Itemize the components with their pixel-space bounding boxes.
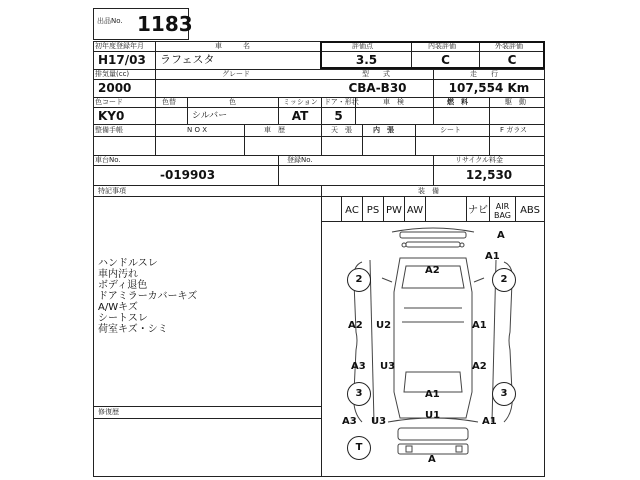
- hline: [93, 196, 545, 197]
- maintenance-label: 整備手帳: [95, 126, 123, 134]
- lot-number: 1183: [137, 12, 193, 36]
- damage-left-rear-bumper-2: U3: [371, 416, 387, 427]
- reg-no-label: 登録No.: [287, 156, 313, 164]
- color-label: 色: [229, 98, 236, 106]
- remark-item: ハンドルスレ: [98, 258, 158, 269]
- damage-bottom: A: [428, 454, 436, 465]
- fuel-label: 燃 料: [447, 98, 468, 106]
- mileage-value: 107,554 Km: [448, 81, 530, 95]
- equip-airbag: AIR BAG: [493, 202, 512, 220]
- doors-value: 5: [334, 109, 343, 123]
- history-label: 車 歴: [264, 126, 285, 134]
- vline: [155, 41, 156, 69]
- score-label: 評価点: [352, 42, 373, 50]
- remark-item: 車内汚れ: [98, 269, 138, 280]
- equip-aw: AW: [406, 205, 424, 216]
- score-value: 3.5: [355, 53, 378, 67]
- equip-navi: ナビ: [468, 205, 488, 216]
- damage-hood: A2: [425, 265, 440, 276]
- transmission-value: AT: [291, 109, 309, 123]
- damage-right-rear-bumper: A1: [482, 416, 497, 427]
- hline: [93, 97, 545, 98]
- hline: [93, 185, 545, 186]
- color-code-label: 色コード: [95, 98, 123, 106]
- nox-label: N O X: [187, 126, 207, 134]
- exterior-label: 外装評価: [495, 42, 523, 50]
- damage-left-rear-bumper: A3: [342, 416, 357, 427]
- hline: [93, 165, 545, 166]
- vline: [244, 124, 245, 155]
- wheel-rear-right: 3: [492, 382, 516, 406]
- damage-right-rear-door: A2: [472, 361, 487, 372]
- color-sys-label: 色替: [162, 98, 176, 106]
- remark-item: ドアミラーカバーキズ: [98, 291, 198, 302]
- first-reg-label: 初年度登録年月: [95, 42, 144, 50]
- repair-label: 修復歴: [98, 408, 119, 416]
- mileage-label: 走 行: [470, 70, 498, 78]
- displacement-value: 2000: [98, 81, 132, 95]
- model-value: CBA-B30: [348, 81, 407, 95]
- color-value: シルバー: [192, 111, 228, 121]
- hline: [93, 406, 321, 407]
- model-label: 型 式: [362, 70, 390, 78]
- remarks-label: 特記事項: [98, 187, 126, 195]
- vline: [321, 124, 322, 155]
- damage-left-rear-door: A3: [351, 361, 366, 372]
- equip-abs: ABS: [520, 205, 540, 216]
- door-shape-label: ドア・形状: [324, 98, 359, 106]
- exterior-value: C: [507, 53, 517, 67]
- vline: [415, 124, 416, 155]
- vline: [489, 124, 490, 155]
- equip-blank: [426, 201, 466, 221]
- wheel-front-left: 2: [347, 268, 371, 292]
- remark-item: 荷室キズ・シミ: [98, 324, 168, 335]
- equip-ac: AC: [345, 205, 359, 216]
- car-name-value: ラフェスタ: [160, 53, 215, 66]
- damage-left-front-door: U2: [376, 320, 392, 331]
- damage-left-fender: A2: [348, 320, 363, 331]
- vline: [362, 124, 363, 155]
- recycle-label: リサイクル料金: [455, 156, 504, 164]
- recycle-fee-value: 12,530: [465, 168, 513, 182]
- seat-label: シート: [440, 126, 461, 134]
- vline: [155, 124, 156, 155]
- sunroof-label: 天 張: [331, 126, 352, 134]
- grade-label: グレード: [222, 70, 250, 78]
- lot-label: 出品No.: [97, 17, 123, 25]
- remark-item: シートスレ: [98, 313, 148, 324]
- color-code-value: KY0: [98, 109, 125, 123]
- wheel-rear-left: 3: [347, 382, 371, 406]
- wheel-front-right: 2: [492, 268, 516, 292]
- remark-item: ボディ退色: [98, 280, 148, 291]
- vline: [433, 97, 434, 124]
- damage-right-front-door: A1: [472, 320, 487, 331]
- hline: [93, 79, 545, 80]
- equip-ps: PS: [366, 205, 380, 216]
- vline: [489, 97, 490, 124]
- interior-trim-label: 内 張: [373, 126, 394, 134]
- inspection-label: 車 検: [383, 98, 404, 106]
- damage-rear-panel: U1: [425, 410, 441, 421]
- damage-left-rear-door-2: U3: [380, 361, 396, 372]
- hline: [93, 136, 545, 137]
- chassis-no-value: -019903: [160, 168, 216, 182]
- hline: [93, 107, 545, 108]
- car-name-label: 車 名: [215, 42, 250, 50]
- vline: [155, 69, 156, 97]
- glass-label: F ガラス: [500, 126, 528, 134]
- vline: [187, 97, 188, 124]
- interior-label: 内装評価: [428, 42, 456, 50]
- spare-tire: T: [347, 436, 371, 460]
- transmission-label: ミッション: [283, 98, 318, 106]
- equip-pw: PW: [386, 205, 402, 216]
- vline: [278, 155, 279, 185]
- hline: [93, 418, 321, 419]
- damage-tailgate: A1: [425, 389, 440, 400]
- equipment-label: 装 備: [418, 187, 439, 195]
- remark-item: A/Wキズ: [98, 302, 138, 313]
- chassis-no-label: 車台No.: [95, 156, 121, 164]
- damage-top: A: [497, 230, 505, 241]
- hline: [93, 124, 545, 125]
- drive-label: 駆 動: [505, 98, 526, 106]
- interior-value: C: [441, 53, 450, 67]
- damage-front-right: A1: [485, 251, 500, 262]
- first-reg-value: H17/03: [98, 53, 146, 67]
- vline: [155, 97, 156, 124]
- displacement-label: 排気量(cc): [95, 70, 130, 78]
